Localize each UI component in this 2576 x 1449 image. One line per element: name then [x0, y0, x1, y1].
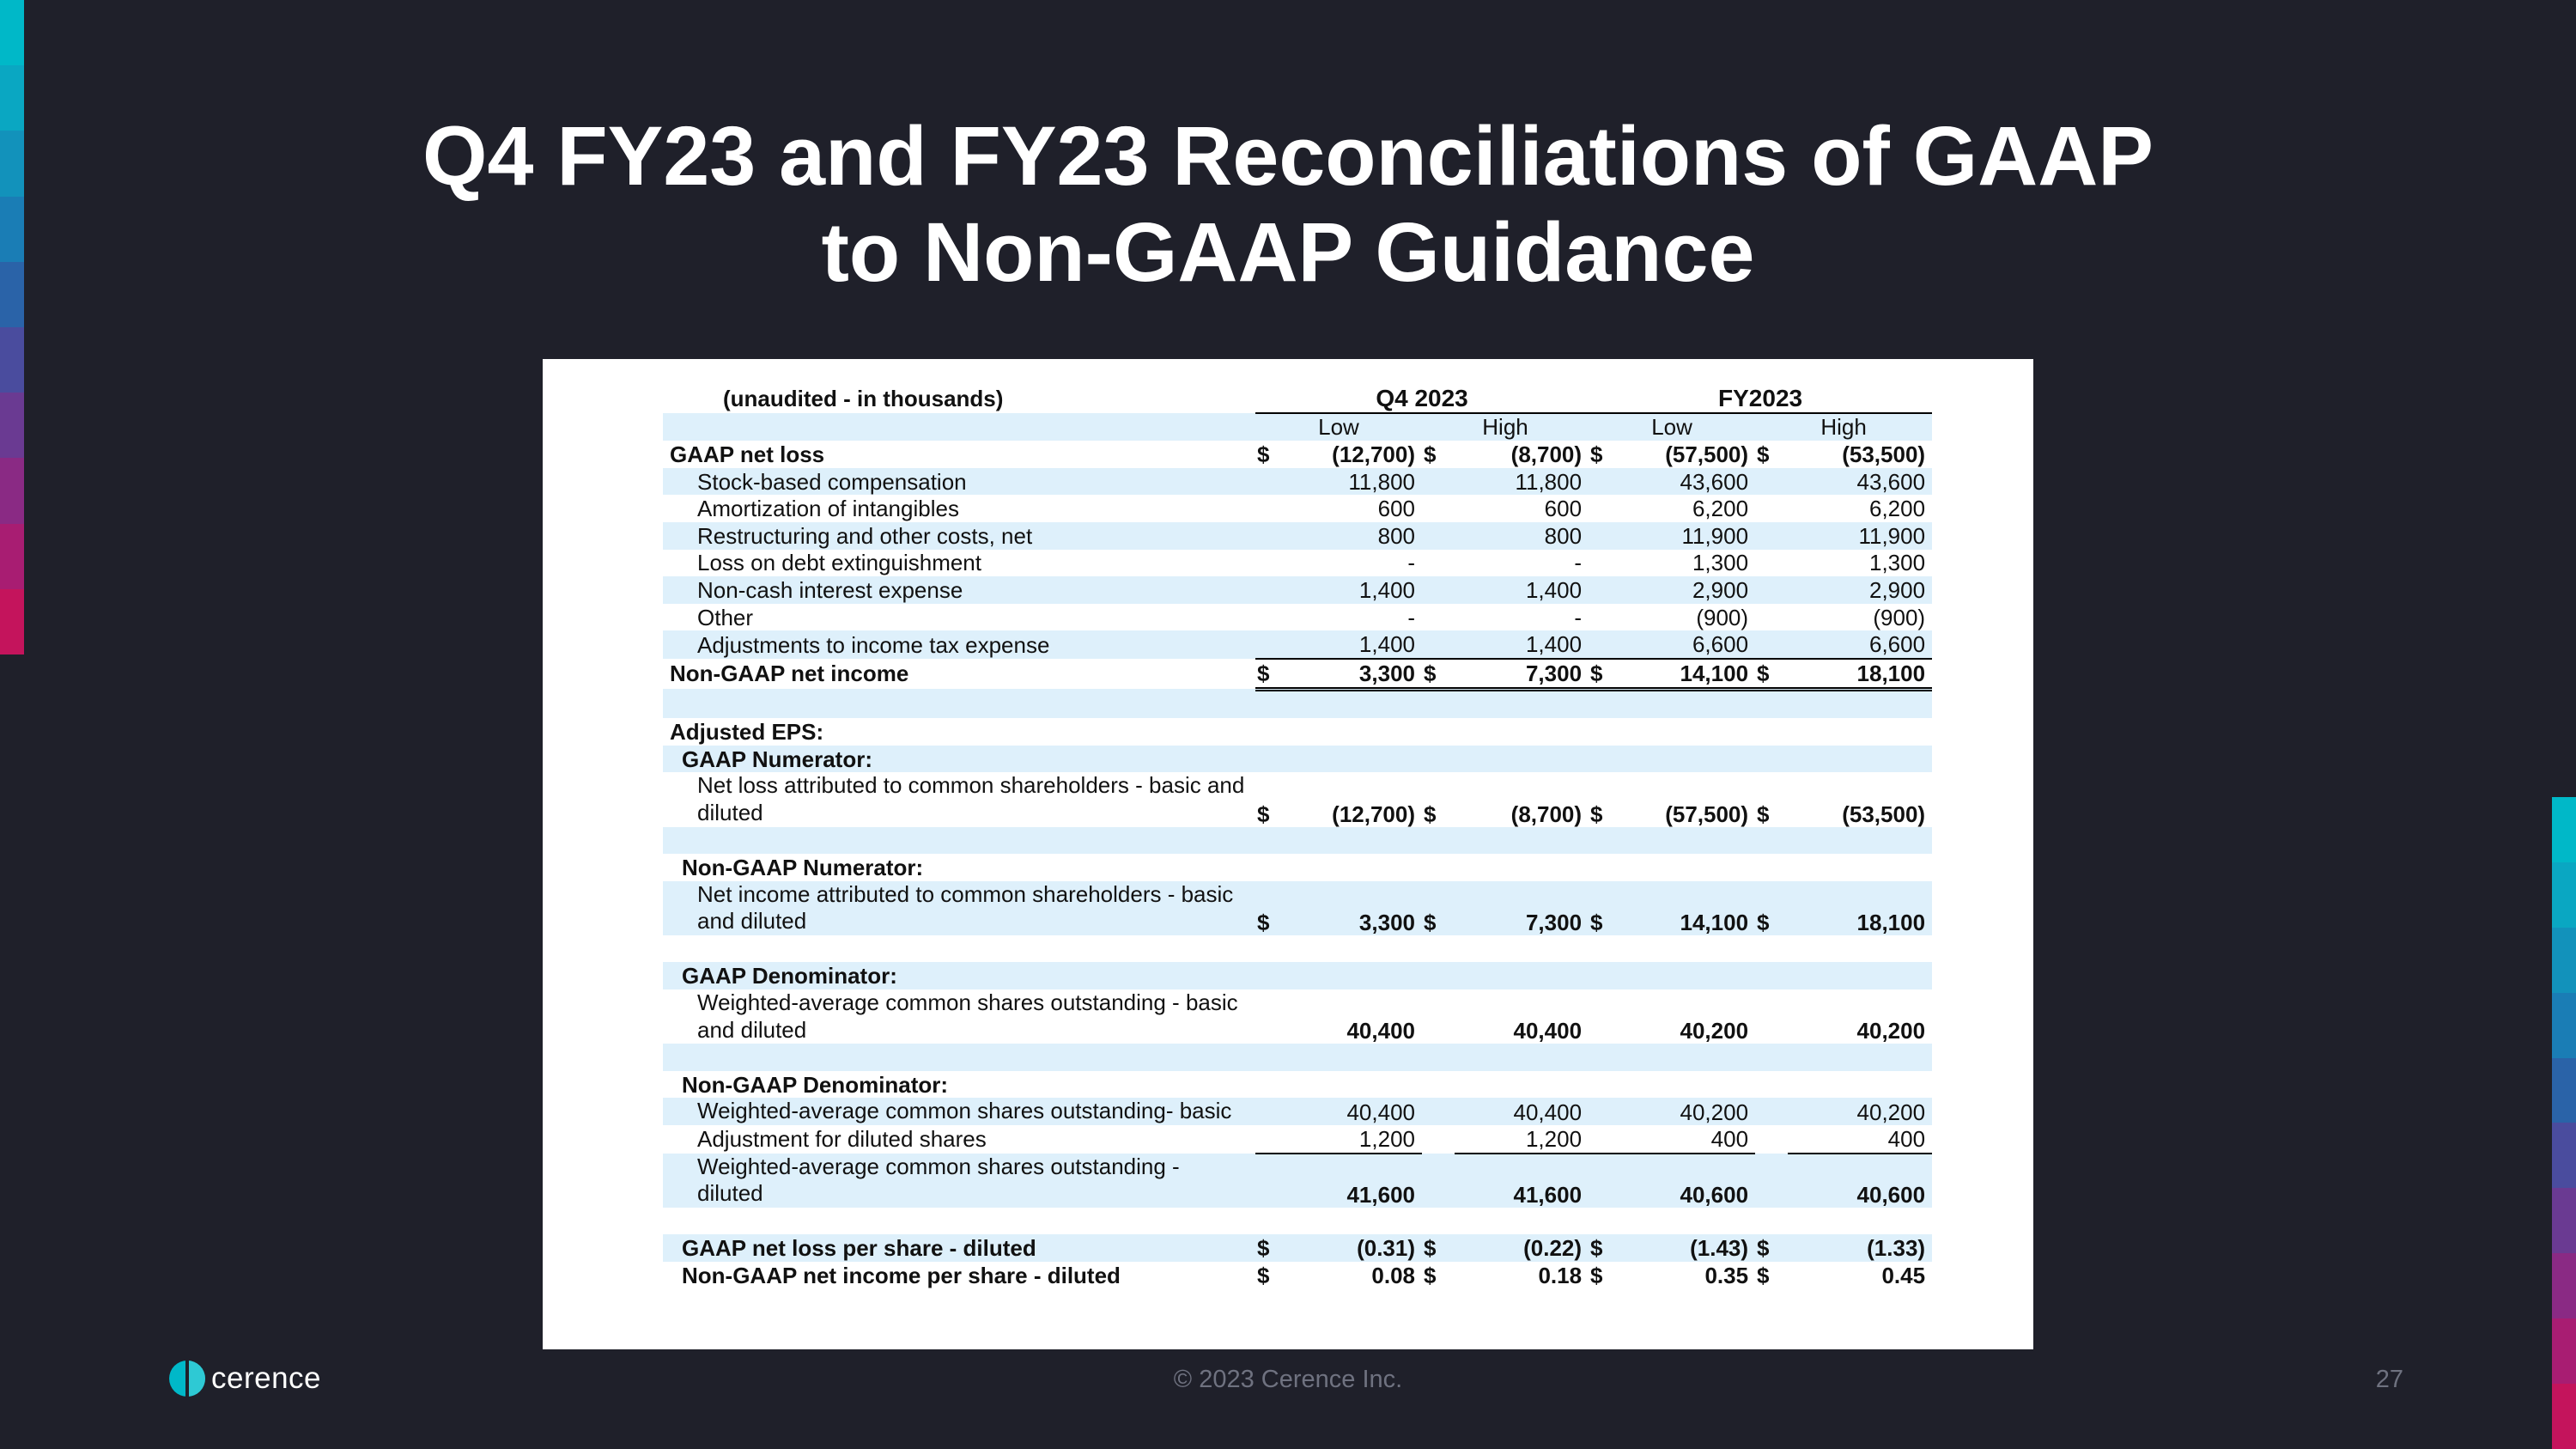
brand-name: cerence	[211, 1361, 322, 1395]
table-row: Restructuring and other costs, net 800 800 11,900 11,900	[663, 522, 1932, 550]
table-row: Loss on debt extinguishment - - 1,300 1,300	[697, 550, 1926, 576]
section-heading: Non-GAAP Denominator:	[682, 1071, 949, 1098]
slide-title	[0, 108, 2576, 301]
fy2023-header: FY2023	[1589, 385, 1932, 413]
q4-2023-header: Q4 2023	[1255, 385, 1589, 413]
table-row: Other - - (900) (900)	[697, 604, 1926, 630]
table-row: Non-cash interest expense 1,400 1,400 2,900 2,900	[663, 576, 1932, 604]
table-row: Adjustment for diluted shares 1,200 1,200 400 400	[663, 1125, 1932, 1154]
spacer-row	[663, 1044, 1932, 1071]
right-accent-stripe	[2552, 797, 2576, 1449]
table-row-total: Non-GAAP net income $ 3,300 $ 7,300 $ 14,100 $ 18,100	[663, 659, 1932, 689]
q4-low-header: Low	[1255, 413, 1422, 441]
section-heading: Non-GAAP Numerator:	[682, 854, 924, 880]
spacer-row	[663, 689, 1932, 718]
section-heading: GAAP Denominator:	[663, 962, 1932, 989]
table-row: Net income attributed to common shareholders - basic and diluted $ 3,300 $ 7,300 $ 14,100 $ 18,100	[663, 881, 1932, 935]
table-row: Weighted-average common shares outstanding- basic 40,400 40,400 40,200 40,200	[663, 1098, 1932, 1125]
q4-high-header: High	[1422, 413, 1589, 441]
table-row: Stock-based compensation 11,800 11,800 43,600 43,600	[663, 468, 1932, 496]
section-heading: Adjusted EPS:	[670, 718, 824, 745]
table-row: GAAP net loss $ (12,700) $ (8,700) $ (57,500) $ (53,500)	[663, 441, 1932, 468]
table-header-cols	[663, 413, 1932, 441]
table-row: Amortization of intangibles 600 600 6,200 6,200	[697, 496, 1926, 522]
table-row: GAAP net loss per share - diluted $ (0.31) $ (0.22) $ (1.43) $ (1.33)	[663, 1234, 1932, 1262]
section-heading: GAAP Numerator:	[663, 746, 1932, 773]
reconciliation-table-card	[543, 359, 2033, 1349]
reconciliation-table	[663, 385, 1932, 1289]
fy-low-header: Low	[1589, 413, 1755, 441]
units-label: (unaudited - in thousands)	[723, 386, 1004, 412]
table-row: Weighted-average common shares outstanding - basic and diluted 40,400 40,400 40,200 40,200	[697, 989, 1926, 1044]
table-row: Net loss attributed to common shareholders - basic and diluted $ (12,700) $ (8,700) $ (57,500) $ (53,500)	[697, 772, 1926, 827]
spacer-row	[663, 827, 1932, 855]
table-row: Weighted-average common shares outstanding - diluted 41,600 41,600 40,600 40,600	[663, 1154, 1932, 1208]
page-number: 27	[2375, 1366, 2403, 1393]
table-header-groups	[663, 385, 1932, 413]
left-accent-stripe	[0, 0, 24, 654]
title-line-2: to Non-GAAP Guidance	[821, 205, 1755, 299]
copyright: © 2023 Cerence Inc.	[1173, 1366, 1403, 1393]
spacer-row	[663, 1208, 1932, 1235]
title-line-1: Q4 FY23 and FY23 Reconciliations of GAAP	[422, 109, 2154, 203]
row-label: GAAP net loss	[670, 441, 825, 467]
table-row: Non-GAAP net income per share - diluted $ 0.08 $ 0.18 $ 0.35 $ 0.45	[682, 1262, 1926, 1288]
spacer-row	[663, 935, 1932, 963]
table-row: Adjustments to income tax expense 1,400 1,400 6,600 6,600	[663, 630, 1932, 659]
fy-high-header: High	[1755, 413, 1932, 441]
